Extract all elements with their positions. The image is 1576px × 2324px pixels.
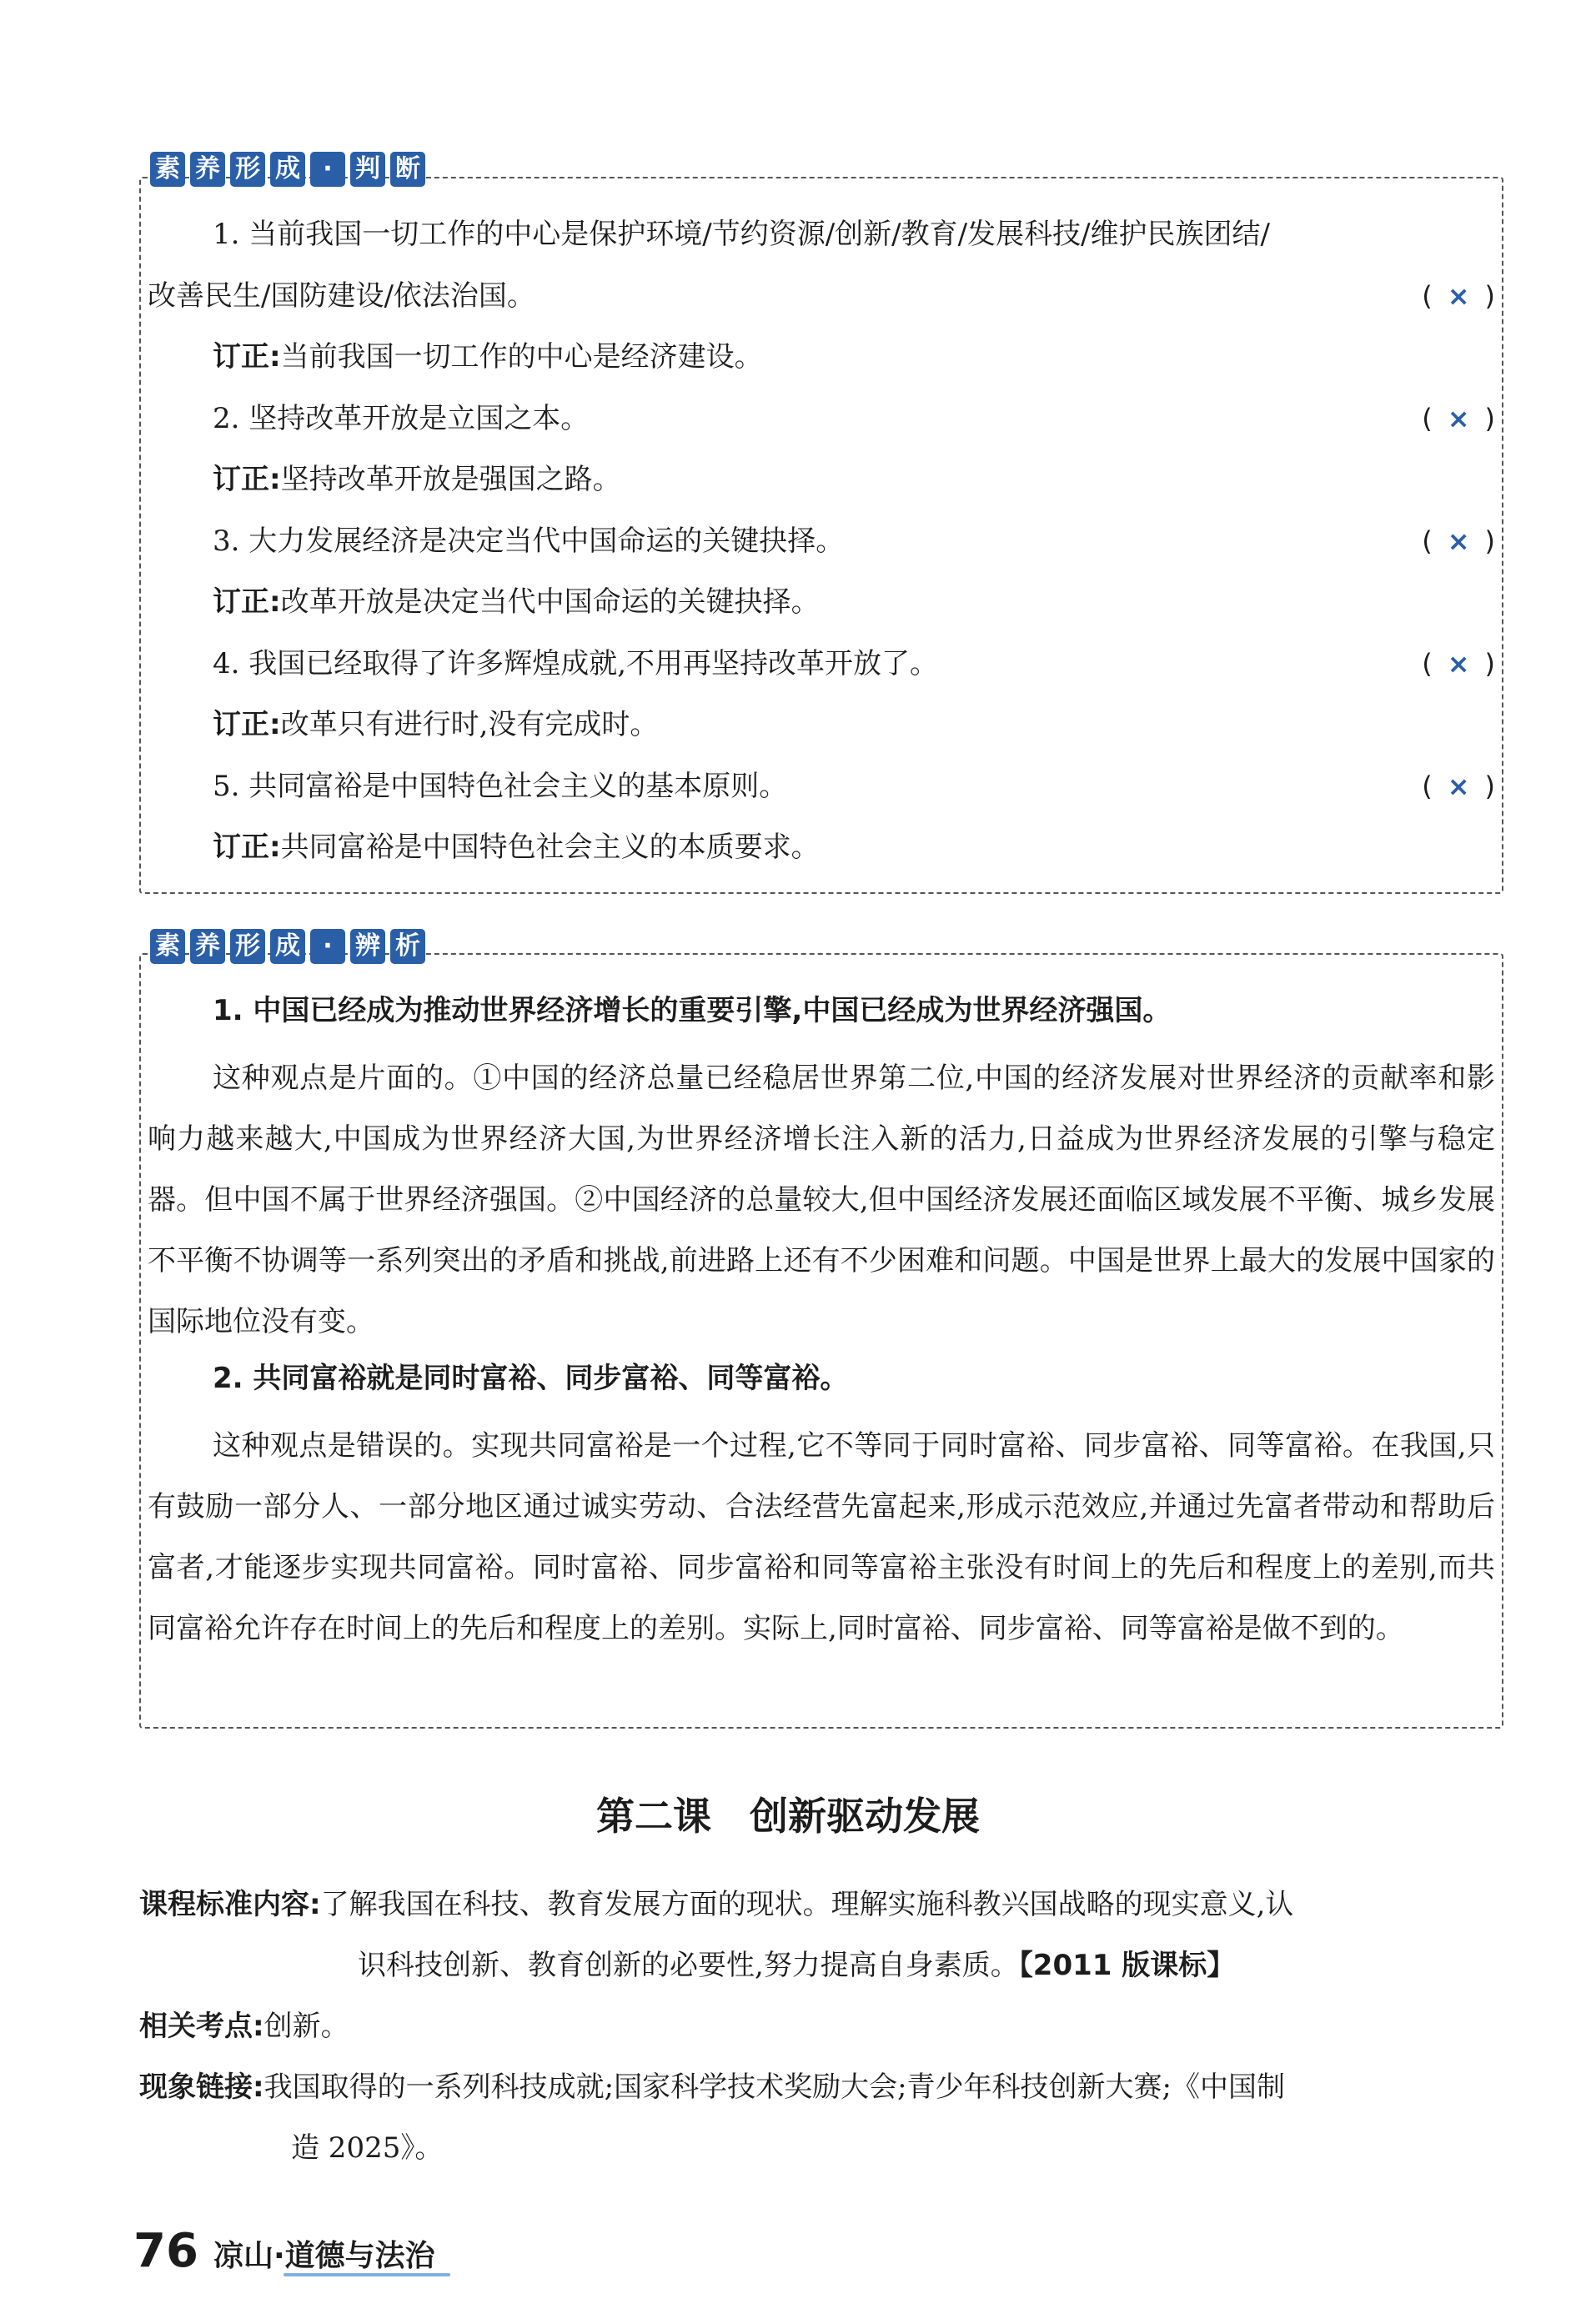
analysis-question: 1. 中国已经成为推动世界经济增长的重要引擎,中国已经成为世界经济强国。	[213, 994, 1172, 1027]
answer-mark: ( × )	[1422, 403, 1495, 434]
tag-char: 素	[150, 929, 185, 964]
tag-char: 形	[230, 929, 265, 964]
answer-mark: ( × )	[1422, 648, 1495, 680]
judgment-question: 2. 坚持改革开放是立国之本。 ( × )	[148, 395, 1495, 442]
judgment-section-tag	[150, 150, 430, 188]
page-footer	[133, 2218, 435, 2276]
tag-char: 成	[270, 929, 305, 964]
cross-icon: ×	[1447, 280, 1470, 312]
tag-char: 形	[230, 152, 265, 187]
analysis-answer: 这种观点是片面的。①中国的经济总量已经稳居世界第二位,中国的经济发展对世界经济的贡献率和影响力越来越大,中国成为世界经济大国,为世界经济增长注入新的活力,日益成为世界经济发展的引擎与稳定器。但中国不属于世界经济强国。②中国经济的总量较大,但中国经济发展还面临区域发展不平衡、城乡发展不平衡不协调等一系列突出的矛盾和挑战,前进路上还有不少困难和问题。中国是世界上最大的发展中国家的国际地位没有变。	[148, 1062, 1495, 1338]
tag-char: 成	[270, 152, 305, 187]
judgment-question: 5. 共同富裕是中国特色社会主义的基本原则。 ( × )	[148, 763, 1495, 810]
tag-char: 素	[150, 152, 185, 187]
footer-underline	[284, 2273, 450, 2276]
analysis-answer: 这种观点是错误的。实现共同富裕是一个过程,它不等同于同时富裕、同步富裕、同等富裕。在我国,只有鼓励一部分人、一部分地区通过诚实劳动、合法经营先富起来,形成示范效应,并通过先富者带动和帮助后富者,才能逐步实现共同富裕。同时富裕、同步富裕和同等富裕主张没有时间上的先后和程度上的差别,而共同富裕允许存在时间上的先后和程度上的差别。实际上,同时富裕、同步富裕、同等富裕是做不到的。	[148, 1429, 1495, 1645]
judgment-correction: 订正:当前我国一切工作的中心是经济建设。	[213, 340, 763, 374]
judgment-question: 3. 大力发展经济是决定当代中国命运的关键抉择。 ( × )	[148, 518, 1495, 565]
cross-icon: ×	[1447, 525, 1470, 557]
judgment-question: 4. 我国已经取得了许多辉煌成就,不用再坚持改革开放了。 ( × )	[148, 640, 1495, 687]
related-points: 相关考点:创新。	[139, 2010, 349, 2043]
tag-separator: ·	[310, 929, 345, 964]
tag-char: 养	[190, 152, 225, 187]
cross-icon: ×	[1447, 770, 1470, 802]
judgment-correction: 订正:共同富裕是中国特色社会主义的本质要求。	[213, 831, 820, 864]
tag-separator: ·	[310, 152, 345, 187]
tag-char: 养	[190, 929, 225, 964]
cross-icon: ×	[1447, 648, 1470, 680]
analysis-section-tag	[150, 927, 430, 966]
cross-icon: ×	[1447, 403, 1470, 434]
judgment-correction: 订正:改革只有进行时,没有完成时。	[213, 708, 659, 741]
judgment-question-cont: 改善民生/国防建设/依法治国。 ( × )	[148, 273, 1495, 319]
tag-char: 判	[350, 152, 385, 187]
course-standard: 课程标准内容:了解我国在科技、教育发展方面的现状。理解实施科教兴国战略的现实意义,认	[139, 1888, 1294, 1921]
answer-mark: ( × )	[1422, 770, 1495, 802]
judgment-correction: 订正:坚持改革开放是强国之路。	[213, 463, 621, 496]
phenomenon-links-cont: 造 2025》。	[291, 2131, 444, 2165]
lesson-title: 第二课 创新驱动发展	[596, 1794, 980, 1839]
phenomenon-links: 现象链接:我国取得的一系列科技成就;国家科学技术奖励大会;青少年科技创新大赛;《中国制	[139, 2071, 1285, 2104]
tag-char: 析	[390, 929, 425, 964]
analysis-question: 2. 共同富裕就是同时富裕、同步富裕、同等富裕。	[213, 1362, 849, 1395]
judgment-question: 1. 当前我国一切工作的中心是保护环境/节约资源/创新/教育/发展科技/维护民族团结/	[213, 218, 1270, 251]
answer-mark: ( × )	[1422, 280, 1495, 312]
book-name: 凉山·道德与法治	[213, 2239, 435, 2273]
tag-char: 辨	[350, 929, 385, 964]
course-standard-cont: 识科技创新、教育创新的必要性,努力提高自身素质。【2011 版课标】	[358, 1949, 1236, 1982]
page-number: 76	[133, 2224, 198, 2278]
judgment-correction: 订正:改革开放是决定当代中国命运的关键抉择。	[213, 585, 820, 619]
tag-char: 断	[390, 152, 425, 187]
answer-mark: ( × )	[1422, 525, 1495, 557]
